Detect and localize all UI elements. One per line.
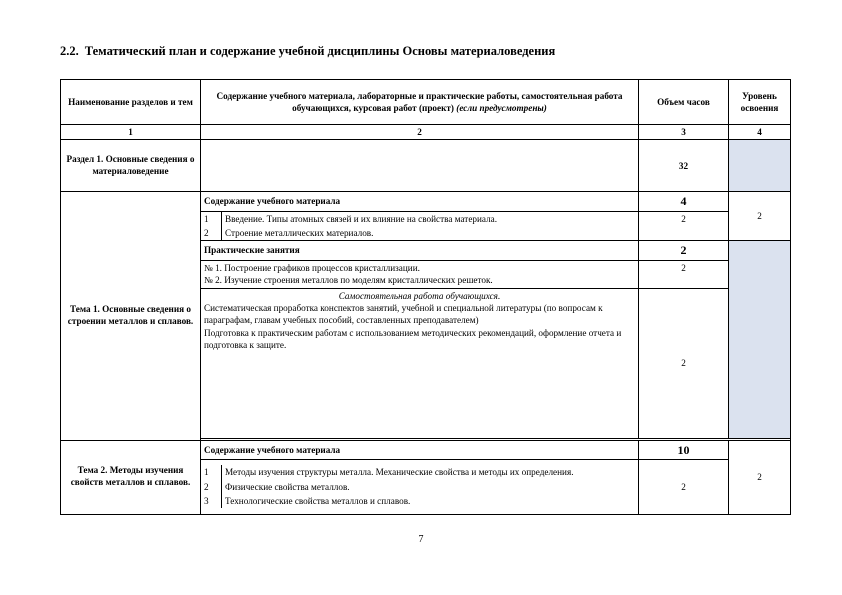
item-number: 2 [201, 480, 222, 494]
topic1-content-title-row [61, 192, 791, 211]
section-heading [60, 44, 555, 59]
col-number: 4 [729, 125, 791, 140]
topic1-practice-title: Практические занятия [201, 241, 639, 260]
item-number: 1 [201, 465, 222, 479]
column-number-row [61, 125, 791, 140]
item-text: Строение металлических материалов. [225, 228, 374, 239]
section1-name: Раздел 1. Основные сведения о материаловедение [61, 140, 201, 192]
topic1-items [201, 211, 639, 241]
item-number: 2 [201, 226, 222, 240]
topic2-content-title: Содержание учебного материала [201, 440, 639, 459]
topic1-practice-items [201, 260, 639, 288]
topic1-items-hours: 2 [639, 211, 729, 241]
header-content-italic: (если предусмотрены) [456, 103, 547, 113]
item-number: 1 [201, 212, 222, 226]
topic2-name: Тема 2. Методы изучения свойств металлов и сплавов. [61, 440, 201, 514]
heading-number: 2.2. [60, 44, 79, 58]
header-hours: Объем часов [639, 80, 729, 125]
section1-hours: 32 [639, 140, 729, 192]
self-work-title: Самостоятельная работа обучающихся. [338, 290, 501, 301]
thematic-plan-table [60, 79, 791, 515]
topic2-level: 2 [729, 440, 791, 514]
topic2-items-hours: 2 [639, 459, 729, 514]
practice-item: № 1. Построение графиков процессов кристаллизации. [204, 262, 420, 273]
col-number: 3 [639, 125, 729, 140]
section1-row [61, 140, 791, 192]
header-content [201, 80, 639, 125]
item-text: Методы изучения структуры металла. Механические свойства и методы их определения. [225, 467, 574, 478]
topic2-content-title-row [61, 440, 791, 459]
topic1-practice-hours: 2 [639, 241, 729, 260]
section1-content [201, 140, 639, 192]
self-work-line: Систематическая проработка конспектов занятий, учебной и специальной литературы (по вопросам к параграфам, главам учебных пособий, составленных преподавателем) [204, 303, 603, 326]
item-number: 3 [201, 494, 222, 508]
topic1-name: Тема 1. Основные сведения о строении металлов и сплавов. [61, 192, 201, 440]
topic2-items [201, 459, 639, 514]
header-sections: Наименование разделов и тем [61, 80, 201, 125]
topic1-level-shaded [729, 241, 791, 438]
practice-item: № 2. Изучение строения металлов по моделям кристаллических решеток. [204, 275, 493, 286]
topic1-practice-items-hours: 2 [639, 260, 729, 288]
self-work-line: Подготовка к практическим работам с использованием методических рекомендаций, оформление отчета и подготовка к защите. [204, 327, 622, 351]
header-content-main: Содержание учебного материала, лабораторные и практические работы, самостоятельная работа обучающихся, курсовая работ (проект) [216, 90, 623, 113]
topic1-content-title: Содержание учебного материала [201, 192, 639, 211]
topic1-self-hours: 2 [639, 288, 729, 438]
col-number: 2 [201, 125, 639, 140]
page-number: 7 [418, 534, 424, 545]
section1-level [729, 140, 791, 192]
item-text: Технологические свойства металлов и сплавов. [225, 496, 411, 507]
item-text: Физические свойства металлов. [225, 481, 350, 492]
topic1-self-work [201, 288, 639, 438]
topic2-content-hours: 10 [639, 440, 729, 459]
topic1-content-hours: 4 [639, 192, 729, 211]
col-number: 1 [61, 125, 201, 140]
header-level: Уровень освоения [729, 80, 791, 125]
table-header-row [61, 80, 791, 125]
topic1-level: 2 [729, 192, 791, 241]
item-text: Введение. Типы атомных связей и их влияние на свойства материала. [225, 213, 498, 224]
heading-text: Тематический план и содержание учебной дисциплины Основы материаловедения [84, 44, 556, 58]
